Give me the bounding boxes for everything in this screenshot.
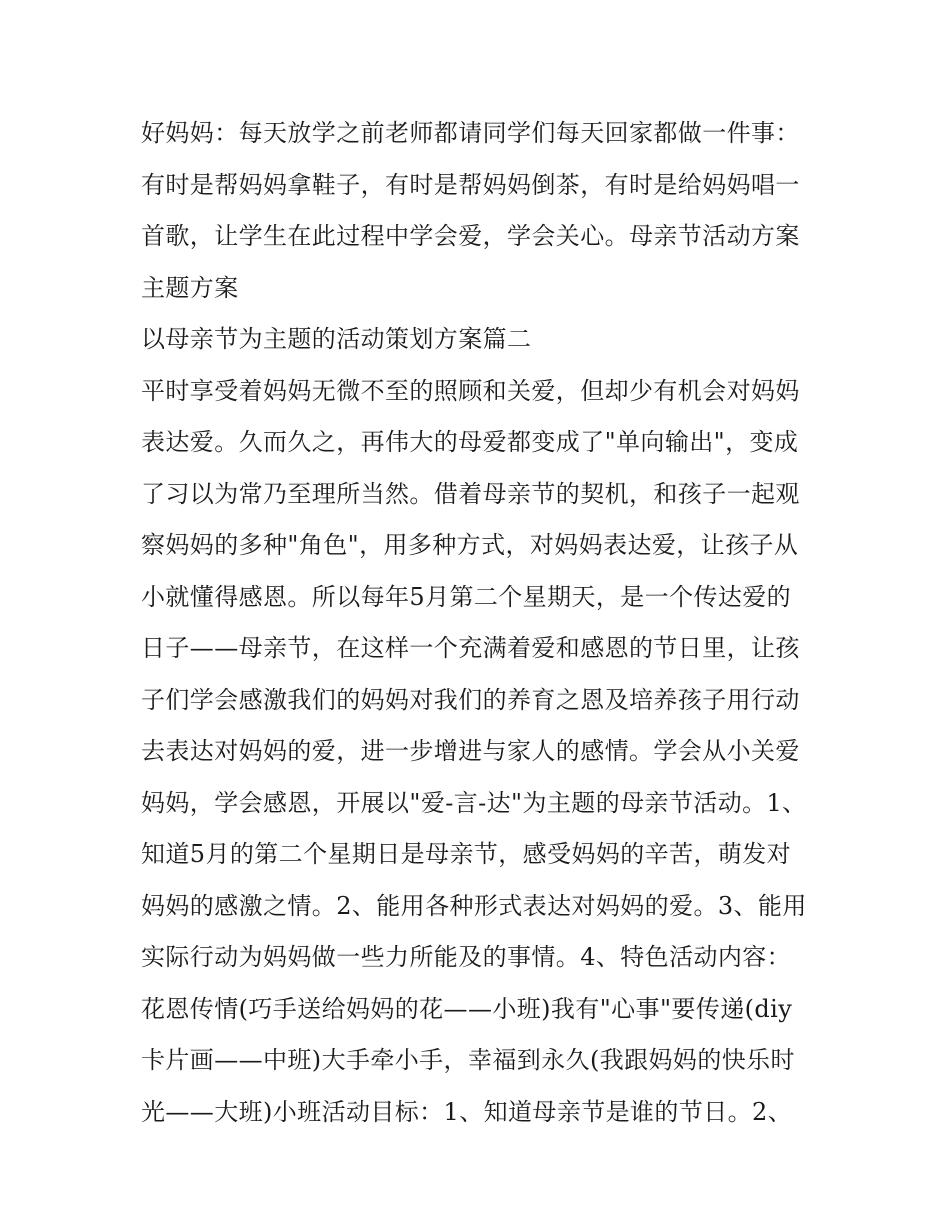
text-line: 知道5月的第二个星期日是母亲节，感受妈妈的辛苦，萌发对: [141, 840, 792, 868]
text-line: 了习以为常乃至理所当然。借着母亲节的契机，和孩子一起观: [141, 479, 800, 508]
text-line: 子们学会感激我们的妈妈对我们的养育之恩及培养孩子用行动: [141, 685, 800, 714]
text-line: 妈妈的感激之情。2、能用各种形式表达对妈妈的爱。3、能用: [141, 891, 807, 920]
text-line: 表达爱。久而久之，再伟大的母爱都变成了"单向输出"，变成: [141, 428, 799, 456]
text-line: 光——大班)小班活动目标：1、知道母亲节是谁的节日。2、: [141, 1097, 793, 1126]
text-line: 小就懂得感恩。所以每年5月第二个星期天，是一个传达爱的: [141, 582, 792, 611]
text-line: 去表达对妈妈的爱，进一步增进与家人的感情。学会从小关爱: [141, 737, 800, 765]
text-line: 卡片画——中班)大手牵小手，幸福到永久(我跟妈妈的快乐时: [141, 1046, 795, 1074]
text-line: 妈妈，学会感恩，开展以"爱-言-达"为主题的母亲节活动。1、: [141, 788, 807, 817]
text-line: 主题方案: [141, 273, 239, 302]
text-line: 实际行动为妈妈做一些力所能及的事情。4、特色活动内容：: [141, 943, 792, 971]
text-line: 首歌，让学生在此过程中学会爱，学会关心。母亲节活动方案: [141, 222, 800, 250]
document-body: [141, 108, 821, 1138]
text-line: 好妈妈：每天放学之前老师都请同学们每天回家都做一件事：: [141, 119, 800, 147]
text-line: 平时享受着妈妈无微不至的照顾和关爱，但却少有机会对妈妈: [141, 376, 800, 405]
text-line: 日子——母亲节，在这样一个充满着爱和感恩的节日里，让孩: [141, 634, 800, 662]
text-line: 有时是帮妈妈拿鞋子，有时是帮妈妈倒茶，有时是给妈妈唱一: [141, 170, 800, 199]
text-line: 察妈妈的多种"角色"，用多种方式，对妈妈表达爱，让孩子从: [141, 531, 799, 559]
section-heading: 以母亲节为主题的活动策划方案篇二: [141, 325, 532, 353]
text-line: 花恩传情(巧手送给妈妈的花——小班)我有"心事"要传递(diy: [141, 994, 793, 1023]
